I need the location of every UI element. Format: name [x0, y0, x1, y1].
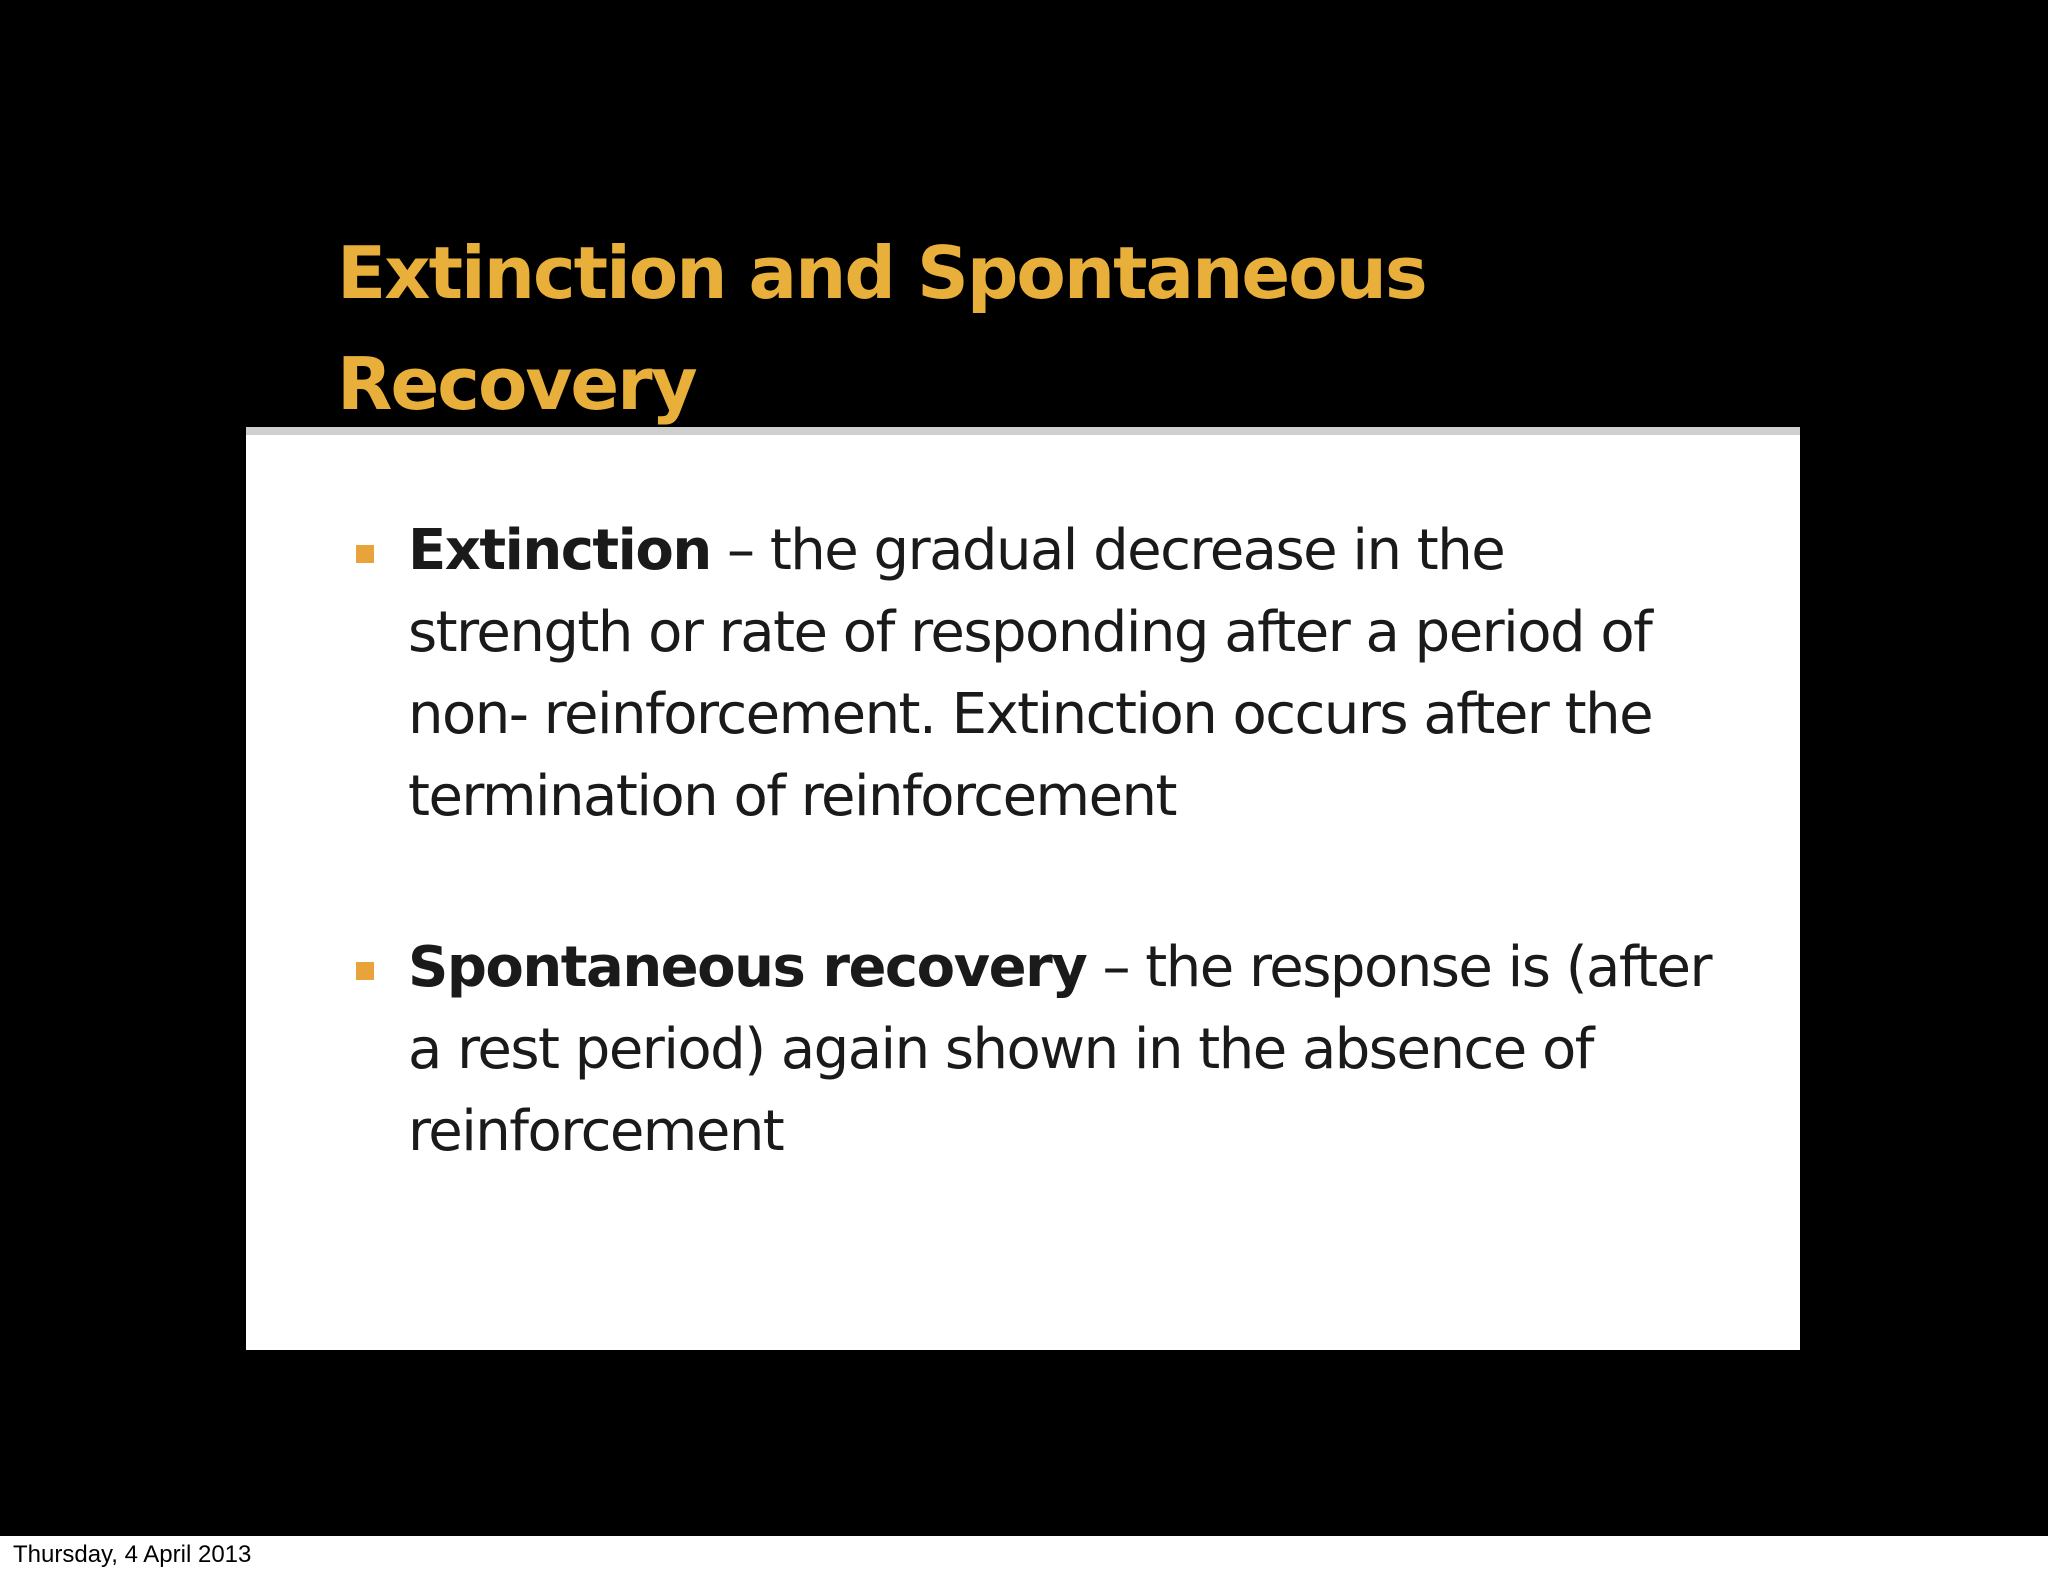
bullet-term: Extinction	[408, 518, 711, 583]
bullet-definition: – the gradual decrease in the strength or rate of responding after a period of non- reinforcement. Extinction occurs after the termination of reinforcement	[408, 518, 1653, 829]
bullet-square-icon	[356, 545, 374, 563]
bullet-definition: – the response is (after a rest period) again shown in the absence of reinforcement	[408, 935, 1712, 1164]
bullet-text	[408, 927, 1718, 1173]
bullet-square-icon	[356, 962, 374, 980]
date-footer: Thursday, 4 April 2013	[13, 1541, 252, 1568]
slide-title: Extinction and Spontaneous Recovery	[337, 231, 1426, 426]
bullet-text	[408, 510, 1718, 838]
bullet-term: Spontaneous recovery	[408, 935, 1087, 1000]
